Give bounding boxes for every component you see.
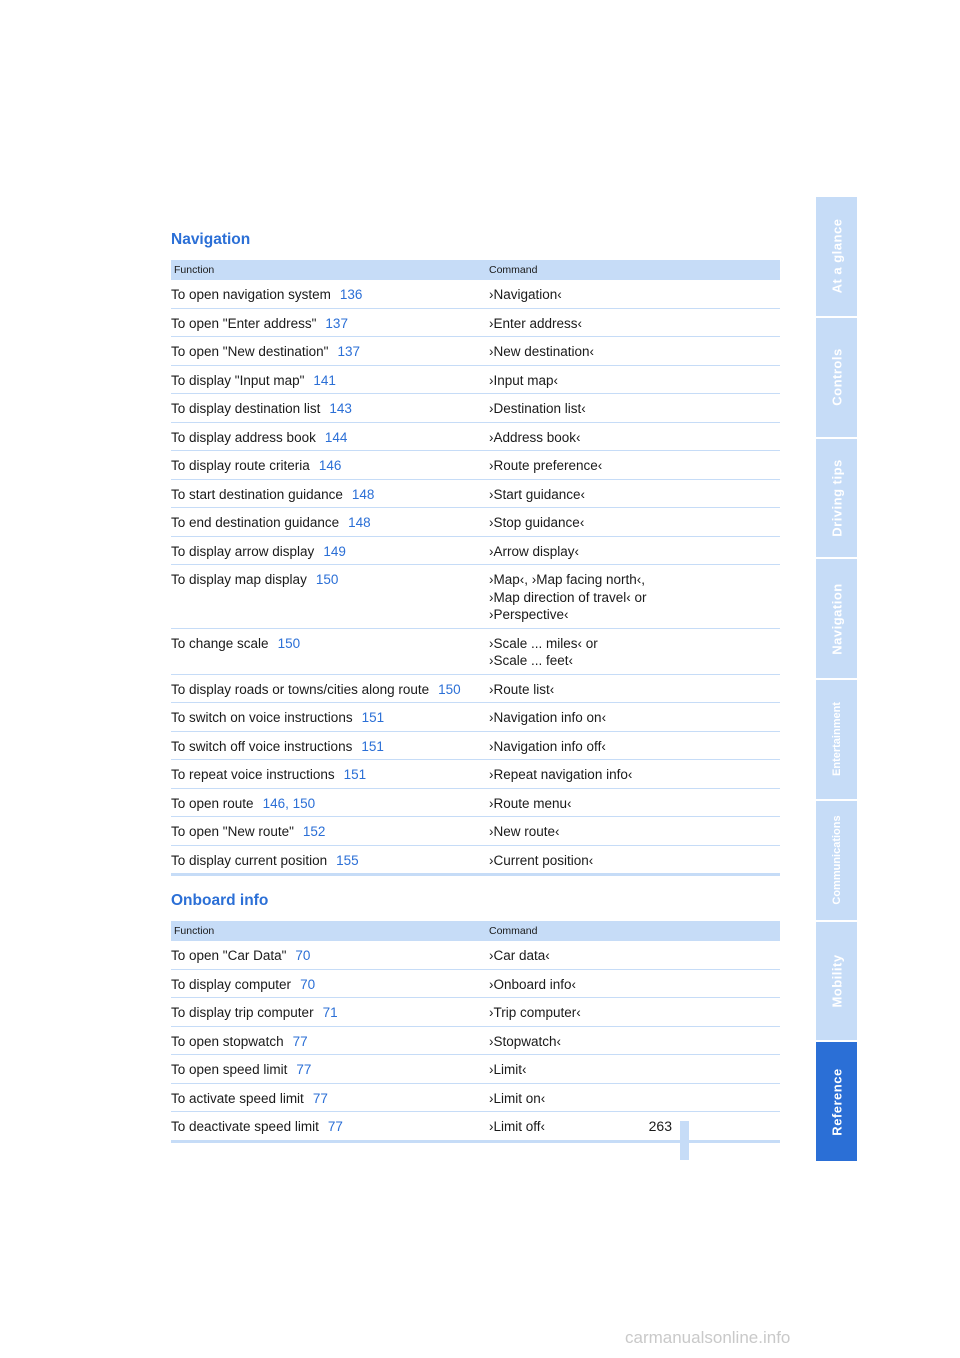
function-text: To open speed limit bbox=[171, 1062, 288, 1077]
side-tab-mobility[interactable] bbox=[816, 922, 857, 1043]
function-cell bbox=[171, 365, 489, 394]
page-reference-link[interactable]: 149 bbox=[323, 543, 346, 559]
function-text: To activate speed limit bbox=[171, 1090, 304, 1106]
table-row bbox=[171, 1026, 780, 1055]
command-text: ›Current position‹ bbox=[489, 852, 594, 868]
side-tab-label: Communications bbox=[830, 815, 843, 905]
side-tab-label: Mobility bbox=[829, 954, 844, 1008]
command-text: ›Destination list‹ bbox=[489, 401, 586, 416]
command-text: ›Scale ... miles‹ or bbox=[489, 635, 598, 651]
navigation-command-table bbox=[171, 260, 780, 876]
page-reference-link[interactable]: 143 bbox=[329, 401, 352, 416]
page-reference-link[interactable]: 137 bbox=[325, 315, 348, 331]
side-chapter-nav bbox=[816, 197, 857, 1161]
command-cell bbox=[489, 969, 780, 998]
function-text: To display computer bbox=[171, 976, 292, 992]
page-number: 263 bbox=[648, 1118, 672, 1134]
function-cell bbox=[171, 308, 489, 337]
command-text: ›Start guidance‹ bbox=[489, 486, 586, 502]
command-cell bbox=[489, 422, 780, 451]
page-reference-link[interactable]: 70 bbox=[295, 948, 311, 963]
function-text: To start destination guidance bbox=[171, 486, 343, 502]
function-cell bbox=[171, 508, 489, 537]
command-text: ›Scale ... feet‹ bbox=[489, 653, 574, 668]
command-cell bbox=[489, 365, 780, 394]
command-cell bbox=[489, 941, 780, 969]
function-cell bbox=[171, 1026, 489, 1055]
table-row bbox=[171, 998, 780, 1027]
command-text: ›Repeat navigation info‹ bbox=[489, 767, 633, 782]
page-reference-link[interactable]: 150 bbox=[292, 795, 316, 811]
function-text: To open stopwatch bbox=[171, 1033, 284, 1049]
side-tab-entertainment[interactable] bbox=[816, 680, 857, 801]
function-cell bbox=[171, 731, 489, 760]
table-row bbox=[171, 280, 780, 308]
function-cell bbox=[171, 394, 489, 423]
command-cell bbox=[489, 817, 780, 846]
side-tab-reference[interactable] bbox=[816, 1042, 857, 1161]
command-text: ›Navigation‹ bbox=[489, 287, 562, 302]
table-row bbox=[171, 422, 780, 451]
table-row bbox=[171, 703, 780, 732]
function-text: To open "New route" bbox=[171, 824, 294, 839]
side-tab-at-a-glance[interactable] bbox=[816, 197, 857, 318]
page-ref-separator: , bbox=[285, 795, 293, 811]
table-row bbox=[171, 536, 780, 565]
command-text: ›Route preference‹ bbox=[489, 458, 603, 473]
side-tab-driving-tips[interactable] bbox=[816, 439, 857, 560]
command-text: ›Limit on‹ bbox=[489, 1090, 546, 1106]
table-row bbox=[171, 451, 780, 480]
page-reference-link[interactable]: 155 bbox=[336, 852, 359, 868]
table-header-row bbox=[171, 260, 780, 280]
command-cell bbox=[489, 479, 780, 508]
function-cell bbox=[171, 703, 489, 732]
function-cell bbox=[171, 817, 489, 846]
command-cell bbox=[489, 628, 780, 674]
function-text: To repeat voice instructions bbox=[171, 767, 335, 782]
command-text: ›Perspective‹ bbox=[489, 607, 569, 622]
onboard-info-section-title: Onboard info bbox=[171, 892, 269, 909]
page-reference-link[interactable]: 136 bbox=[339, 287, 363, 302]
function-text: To display current position bbox=[171, 852, 328, 868]
command-text: ›Stop guidance‹ bbox=[489, 515, 585, 530]
command-text: ›New destination‹ bbox=[489, 344, 595, 359]
function-cell bbox=[171, 565, 489, 629]
side-tab-label: Driving tips bbox=[829, 459, 844, 537]
command-text: ›Limit off‹ bbox=[489, 1119, 546, 1134]
function-cell bbox=[171, 760, 489, 789]
navigation-table-body bbox=[171, 280, 780, 875]
side-tab-label: At a glance bbox=[829, 218, 844, 294]
function-cell bbox=[171, 998, 489, 1027]
page-reference-link[interactable]: 152 bbox=[302, 824, 326, 839]
page-reference-link[interactable]: 150 bbox=[315, 572, 339, 587]
onboard-info-command-table bbox=[171, 921, 780, 1143]
function-text: To display destination list bbox=[171, 401, 321, 416]
navigation-section-title: Navigation bbox=[171, 231, 251, 248]
page-reference-link[interactable]: 151 bbox=[343, 767, 367, 782]
page-content bbox=[171, 229, 780, 1143]
table-row bbox=[171, 674, 780, 703]
command-cell bbox=[489, 788, 780, 817]
function-text: To display map display bbox=[171, 572, 307, 587]
command-cell bbox=[489, 337, 780, 366]
table-row bbox=[171, 788, 780, 817]
side-tab-label: Controls bbox=[829, 348, 844, 406]
onboard-info-table-body bbox=[171, 941, 780, 1141]
command-text: ›New route‹ bbox=[489, 824, 560, 839]
table-row bbox=[171, 817, 780, 846]
command-cell bbox=[489, 565, 780, 629]
command-text: ›Car data‹ bbox=[489, 948, 550, 963]
table-row bbox=[171, 565, 780, 629]
function-text: To display route criteria bbox=[171, 458, 310, 473]
table-row bbox=[171, 731, 780, 760]
function-cell bbox=[171, 941, 489, 969]
command-text: ›Enter address‹ bbox=[489, 315, 583, 331]
command-cell bbox=[489, 536, 780, 565]
function-cell bbox=[171, 969, 489, 998]
command-text: ›Navigation info off‹ bbox=[489, 738, 606, 754]
page-reference-link[interactable]: 146 bbox=[318, 458, 342, 473]
table-row bbox=[171, 628, 780, 674]
function-cell bbox=[171, 845, 489, 875]
function-column-header: Function bbox=[171, 921, 489, 941]
page-reference-link[interactable]: 150 bbox=[438, 681, 461, 697]
command-text: ›Map direction of travel‹ or bbox=[489, 589, 647, 605]
function-cell bbox=[171, 337, 489, 366]
command-text: ›Route menu‹ bbox=[489, 795, 572, 811]
command-cell bbox=[489, 845, 780, 875]
table-row bbox=[171, 394, 780, 423]
command-text: ›Route list‹ bbox=[489, 681, 555, 697]
page-reference-link[interactable]: 148 bbox=[348, 515, 371, 530]
command-cell bbox=[489, 703, 780, 732]
table-header-row bbox=[171, 921, 780, 941]
function-text: To end destination guidance bbox=[171, 515, 340, 530]
function-cell bbox=[171, 451, 489, 480]
function-cell bbox=[171, 1055, 489, 1084]
function-text: To switch off voice instructions bbox=[171, 738, 353, 754]
command-cell bbox=[489, 1055, 780, 1084]
function-text: To switch on voice instructions bbox=[171, 710, 353, 725]
function-cell bbox=[171, 536, 489, 565]
command-cell bbox=[489, 308, 780, 337]
page-reference-link[interactable]: 146 bbox=[262, 795, 286, 811]
function-cell bbox=[171, 674, 489, 703]
function-text: To open route bbox=[171, 795, 254, 811]
command-text: ›Trip computer‹ bbox=[489, 1005, 581, 1020]
function-cell bbox=[171, 280, 489, 308]
function-cell bbox=[171, 422, 489, 451]
page-reference-link[interactable]: 148 bbox=[351, 486, 375, 502]
command-text: ›Map‹, ›Map facing north‹, bbox=[489, 572, 646, 587]
function-text: To open "Enter address" bbox=[171, 315, 317, 331]
function-column-header: Function bbox=[171, 260, 489, 280]
command-text: ›Input map‹ bbox=[489, 372, 559, 388]
page-reference-link[interactable]: 77 bbox=[312, 1090, 328, 1106]
command-text: ›Stopwatch‹ bbox=[489, 1033, 562, 1049]
command-column-header: Command bbox=[489, 260, 780, 280]
page-reference-link[interactable]: 71 bbox=[322, 1005, 338, 1020]
table-row bbox=[171, 969, 780, 998]
command-cell bbox=[489, 394, 780, 423]
command-cell bbox=[489, 508, 780, 537]
function-cell bbox=[171, 479, 489, 508]
page-reference-link[interactable]: 150 bbox=[277, 635, 301, 651]
function-text: To open "Car Data" bbox=[171, 948, 287, 963]
command-cell bbox=[489, 280, 780, 308]
page-reference-link[interactable]: 77 bbox=[296, 1062, 312, 1077]
page-reference-link[interactable]: 137 bbox=[337, 344, 360, 359]
command-text: ›Limit‹ bbox=[489, 1062, 527, 1077]
side-tab-label: Entertainment bbox=[830, 702, 843, 777]
command-text: ›Onboard info‹ bbox=[489, 976, 577, 992]
command-cell bbox=[489, 1026, 780, 1055]
table-row bbox=[171, 479, 780, 508]
command-column-header: Command bbox=[489, 921, 780, 941]
page-number-bar bbox=[680, 1121, 689, 1160]
function-text: To open "New destination" bbox=[171, 344, 329, 359]
function-text: To open navigation system bbox=[171, 287, 331, 302]
page-reference-link[interactable]: 141 bbox=[313, 372, 336, 388]
function-text: To change scale bbox=[171, 635, 269, 651]
command-text: ›Navigation info on‹ bbox=[489, 710, 607, 725]
table-row bbox=[171, 1083, 780, 1112]
side-tab-label: Navigation bbox=[829, 582, 844, 655]
command-text: ›Address book‹ bbox=[489, 429, 581, 445]
function-cell bbox=[171, 1083, 489, 1112]
table-row bbox=[171, 308, 780, 337]
table-row bbox=[171, 941, 780, 969]
function-text: To display "Input map" bbox=[171, 372, 305, 388]
command-cell bbox=[489, 451, 780, 480]
function-cell bbox=[171, 628, 489, 674]
command-cell bbox=[489, 674, 780, 703]
command-cell bbox=[489, 731, 780, 760]
watermark: carmanualsonline.info bbox=[625, 1328, 791, 1347]
function-text: To display trip computer bbox=[171, 1005, 314, 1020]
page-reference-link[interactable]: 144 bbox=[324, 429, 348, 445]
command-cell bbox=[489, 1083, 780, 1112]
page-reference-link[interactable]: 151 bbox=[361, 710, 385, 725]
table-row bbox=[171, 337, 780, 366]
function-text: To display roads or towns/cities along route bbox=[171, 681, 430, 697]
page-reference-link[interactable]: 77 bbox=[327, 1119, 343, 1134]
command-cell bbox=[489, 998, 780, 1027]
table-row bbox=[171, 1055, 780, 1084]
function-text: To display address book bbox=[171, 429, 316, 445]
table-row bbox=[171, 760, 780, 789]
command-cell bbox=[489, 760, 780, 789]
function-text: To display arrow display bbox=[171, 543, 315, 559]
table-row bbox=[171, 845, 780, 875]
function-cell bbox=[171, 1112, 489, 1142]
page-reference-link[interactable]: 77 bbox=[292, 1033, 308, 1049]
command-text: ›Arrow display‹ bbox=[489, 543, 580, 559]
side-tab-navigation[interactable] bbox=[816, 559, 857, 680]
table-row bbox=[171, 365, 780, 394]
page-reference-link[interactable]: 70 bbox=[300, 976, 316, 992]
function-text: To deactivate speed limit bbox=[171, 1119, 319, 1134]
side-tab-controls[interactable] bbox=[816, 318, 857, 439]
page-reference-link[interactable]: 151 bbox=[361, 738, 384, 754]
side-tab-label: Reference bbox=[829, 1067, 844, 1136]
side-tab-communications[interactable] bbox=[816, 801, 857, 922]
function-cell bbox=[171, 788, 489, 817]
table-row bbox=[171, 508, 780, 537]
